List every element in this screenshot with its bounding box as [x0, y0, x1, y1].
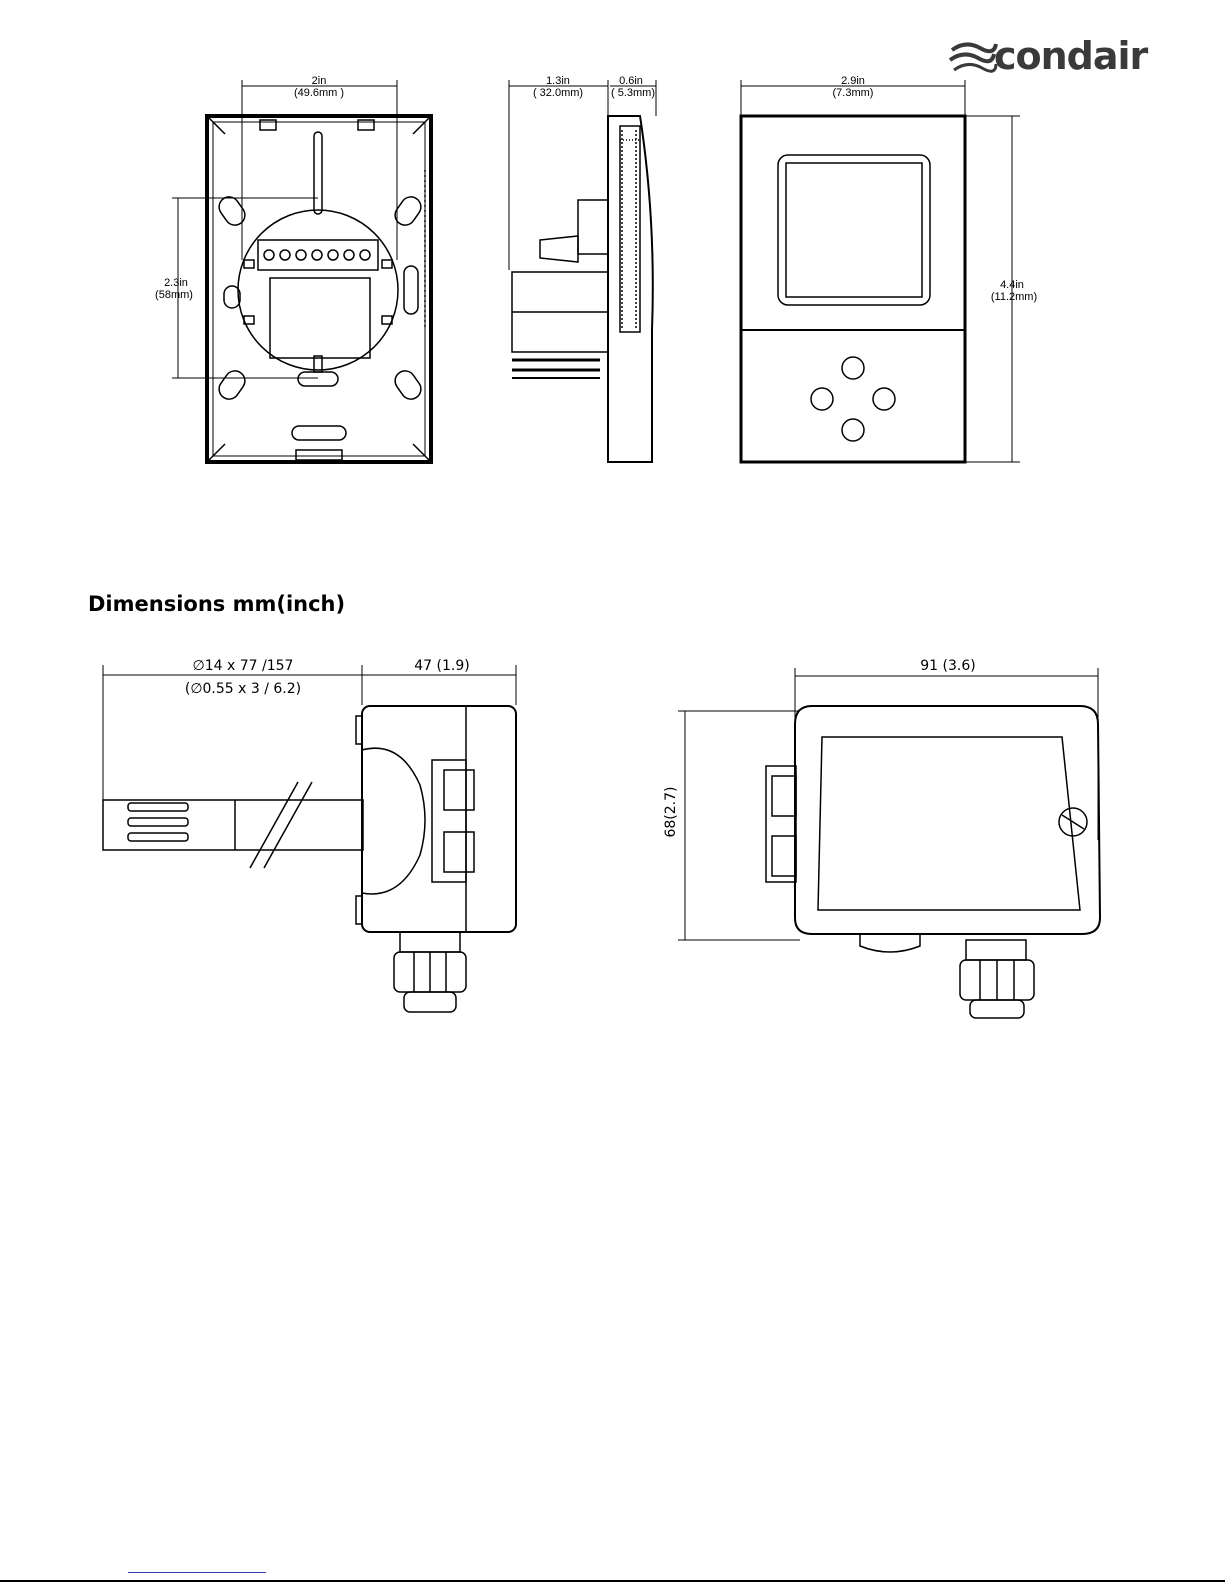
- footer-link-underline[interactable]: [128, 1572, 266, 1573]
- dimensions-heading: Dimensions mm(inch): [88, 592, 346, 616]
- back-height-in-label: 2.3in: [164, 277, 188, 289]
- probe-dim-in-label: (∅0.55 x 3 / 6.2): [184, 681, 302, 697]
- housing-height-label: 68(2.7): [663, 786, 679, 838]
- housing-depth-label: 47 (1.9): [414, 658, 470, 674]
- back-plate-drawing: [172, 80, 431, 462]
- front-height-in-label: 4.4in: [1000, 279, 1024, 291]
- side-front-in-label: 0.6in: [619, 75, 643, 87]
- side-front-mm-label: ( 5.3mm): [611, 87, 655, 99]
- front-height-mm-label: (11.2mm): [990, 291, 1038, 303]
- duct-sensor-drawing: [103, 665, 516, 1012]
- back-width-in-label: 2in: [311, 75, 327, 87]
- side-depth-mm-label: ( 32.0mm): [532, 87, 584, 99]
- front-width-mm-label: (7.3mm): [832, 87, 874, 99]
- probe-dim-mm-label: ∅14 x 77 /157: [192, 658, 294, 674]
- front-width-in-label: 2.9in: [841, 75, 865, 87]
- logo-wordmark: condair: [994, 34, 1148, 78]
- footer-divider: [0, 1580, 1225, 1582]
- back-width-mm-label: (49.6mm ): [293, 87, 345, 99]
- side-view-drawing: [509, 80, 656, 462]
- front-view-drawing: [741, 80, 1020, 462]
- housing-width-label: 91 (3.6): [920, 658, 976, 674]
- housing-front-drawing: [678, 668, 1100, 1018]
- side-depth-in-label: 1.3in: [546, 75, 570, 87]
- back-height-mm-label: (58mm): [155, 289, 193, 301]
